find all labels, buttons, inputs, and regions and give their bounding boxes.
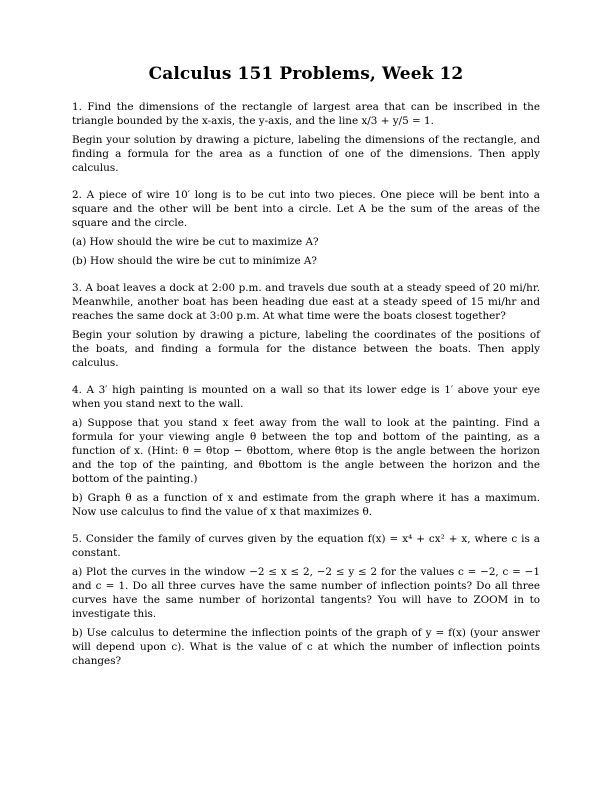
problem-1-instructions: Begin your solution by drawing a picture, labeling the dimensions of the rectangle, and finding a formula for the area as a function of one of the dimensions. Then apply calculus. — [72, 134, 540, 174]
problem-1-statement: 1. Find the dimensions of the rectangle of largest area that can be inscribed in the triangle bounded by the x-axis, the y-axis, and the line x/3 + y/5 = 1. — [72, 101, 540, 127]
problem-3-instructions: Begin your solution by drawing a picture, labeling the coordinates of the positions of the boats, and finding a formula for the distance between the boats. Then apply calculus. — [72, 329, 540, 369]
problem-list — [72, 100, 540, 673]
problem-4-statement: 4. A 3′ high painting is mounted on a wall so that its lower edge is 1′ above your eye when you stand next to the wall. — [72, 384, 540, 410]
problem-2-statement: 2. A piece of wire 10′ long is to be cut into two pieces. One piece will be bent into a square and the other will be bent into a circle. Let A be the sum of the areas of the square and the circle. — [72, 189, 540, 229]
problem-4-part-b: b) Graph θ as a function of x and estimate from the graph where it has a maximum. Now use calculus to find the value of x that maximizes θ. — [72, 492, 540, 518]
problem-5-part-a: a) Plot the curves in the window −2 ≤ x ≤ 2, −2 ≤ y ≤ 2 for the values c = −2, c = −1 and c = 1. Do all three curves have the same number of inflection points? Do all three curves have the same number of horizontal tangents? You will have to ZOOM in to investigate this. — [72, 566, 540, 620]
problem-2-part-b: (b) How should the wire be cut to minimize A? — [72, 255, 317, 267]
problem-2-part-a: (a) How should the wire be cut to maximize A? — [72, 236, 319, 248]
problem-3-statement: 3. A boat leaves a dock at 2:00 p.m. and travels due south at a steady speed of 20 mi/hr. Meanwhile, another boat has been heading due east at a steady speed of 15 mi/hr and reaches the same dock at 3:00 p.m. At what time were the boats closest together? — [72, 282, 540, 322]
problem-5-part-b: b) Use calculus to determine the inflection points of the graph of y = f(x) (your answer will depend upon c). What is the value of c at which the number of inflection points changes? — [72, 627, 540, 667]
problem-4-part-a: a) Suppose that you stand x feet away from the wall to look at the painting. Find a formula for your viewing angle θ between the top and bottom of the painting, as a function of x. (Hint: θ = θtop − θbottom, where θtop is the angle between the horizon and the top of the painting, and θbottom is the angle between the horizon and the bottom of the painting.) — [72, 417, 540, 485]
problem-5-statement: 5. Consider the family of curves given by the equation f(x) = x⁴ + cx² + x, where c is a constant. — [72, 533, 540, 559]
page-title: Calculus 151 Problems, Week 12 — [148, 64, 464, 84]
